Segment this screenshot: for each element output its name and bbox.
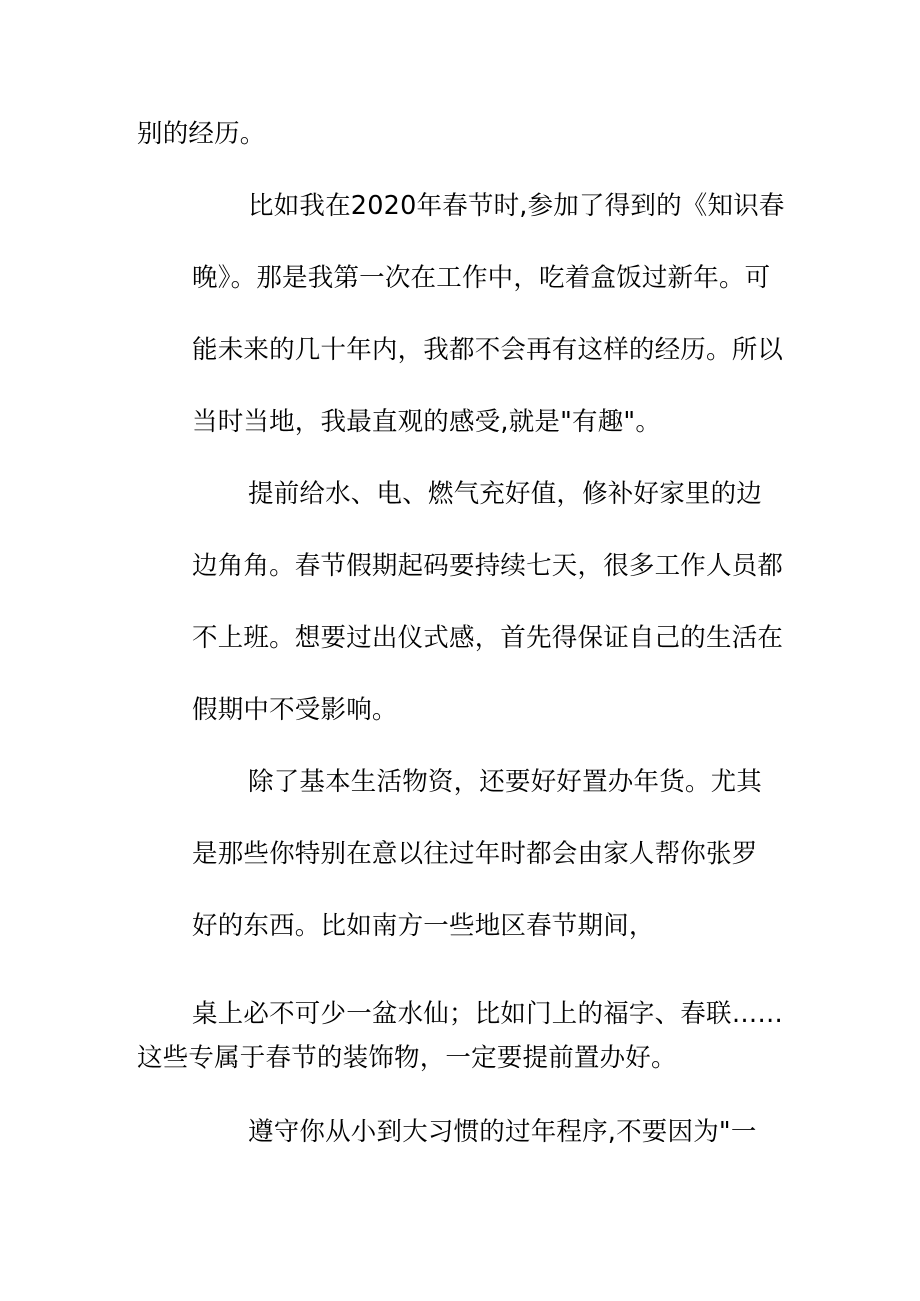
text-line: 比如我在2020年春节时,参加了得到的《知识春 [248,191,785,221]
text-line: 是那些你特别在意以往过年时都会由家人帮你张罗 [192,839,758,869]
text-line: 当时当地，我最直观的感受,就是"有趣"。 [192,407,662,437]
text-line: 不上班。想要过出仪式感，首先得保证自己的生活在 [192,623,784,653]
text-line: 提前给水、电、燃气充好值，修补好家里的边 [248,479,763,509]
text-line: 假期中不受影响。 [192,695,398,725]
text-line: 除了基本生活物资，还要好好置办年货。尤其 [248,767,763,797]
text-line: 能未来的几十年内，我都不会再有这样的经历。所以 [192,335,784,365]
text-line: 这些专属于春节的装饰物，一定要提前置办好。 [137,1043,677,1073]
text-line: 边角角。春节假期起码要持续七天，很多工作人员都 [192,551,784,581]
text-line: 晚》。那是我第一次在工作中，吃着盒饭过新年。可 [192,263,771,293]
text-line: 好的东西。比如南方一些地区春节期间， [192,911,655,941]
text-line: 遵守你从小到大习惯的过年程序,不要因为"一 [248,1117,757,1147]
text-line: 桌上必不可少一盆水仙；比如门上的福字、春联…… [192,999,784,1029]
text-line: 别的经历。 [137,119,266,149]
